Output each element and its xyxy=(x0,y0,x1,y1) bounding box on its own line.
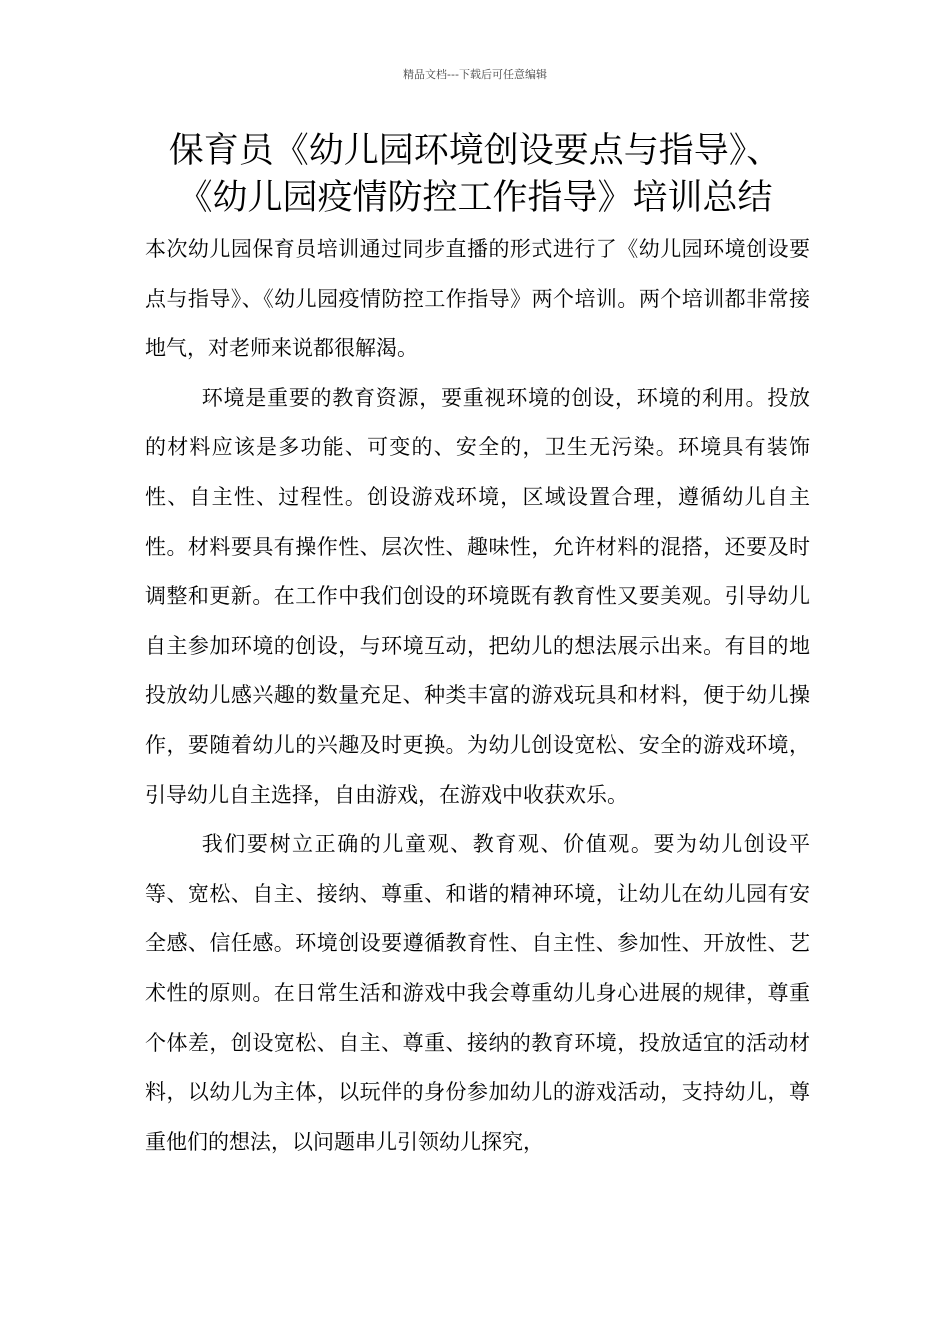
header-note: 精品文档---下载后可任意编辑 xyxy=(403,68,547,81)
paragraph-values: 我们要树立正确的儿童观、教育观、价值观。要为幼儿创设平等、宽松、自主、接纳、尊重、和谐的精神环境，让幼儿在幼儿园有安全感、信任感。环境创设要遵循教育性、自主性、参加性、开放性、艺术性的原则。在日常生活和游戏中我会尊重幼儿身心进展的规律，尊重个体差，创设宽松、自主、尊重、接纳的教育环境，投放适宜的活动材料，以幼儿为主体，以玩伴的身份参加幼儿的游戏活动，支持幼儿，尊重他们的想法，以问题串儿引领幼儿探究， xyxy=(145,832,810,1154)
paragraph-environment: 环境是重要的教育资源，要重视环境的创设，环境的利用。投放的材料应该是多功能、可变的、安全的，卫生无污染。环境具有装饰性、自主性、过程性。创设游戏环境，区域设置合理，遵循幼儿自主性。材料要具有操作性、层次性、趣味性，允许材料的混搭，还要及时调整和更新。在工作中我们创设的环境既有教育性又要美观。引导幼儿自主参加环境的创设，与环境互动，把幼儿的想法展示出来。有目的地投放幼儿感兴趣的数量充足、种类丰富的游戏玩具和材料，便于幼儿操作，要随着幼儿的兴趣及时更换。为幼儿创设宽松、安全的游戏环境，引导幼儿自主选择，自由游戏，在游戏中收获欢乐。 xyxy=(145,385,810,807)
title-line-1: 保育员《幼儿园环境创设要点与指导》、 xyxy=(168,131,782,171)
document-title xyxy=(60,128,890,222)
title-line-2: 《幼儿园疫情防控工作指导》培训总结 xyxy=(177,178,773,218)
document-body xyxy=(145,225,810,1167)
paragraph-intro: 本次幼儿园保育员培训通过同步直播的形式进行了《幼儿园环境创设要点与指导》、《幼儿园疫情防控工作指导》两个培训。两个培训都非常接地气，对老师来说都很解渴。 xyxy=(145,237,810,361)
